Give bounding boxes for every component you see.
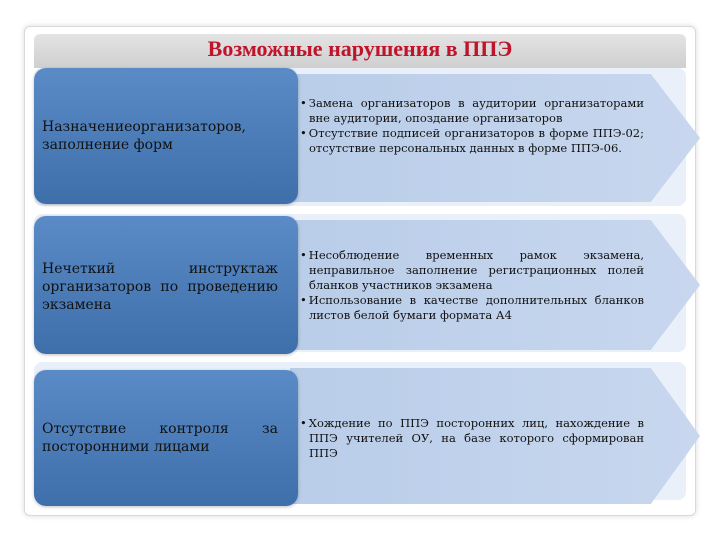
- row-label: Нечеткий инструктаж организаторов по проведению экзамена: [42, 261, 278, 313]
- bullet-item: • Хождение по ППЭ посторонних лиц, нахождение в ППЭ учителей ОУ, на базе которого сформирован ППЭ: [300, 416, 644, 461]
- bullet-item: • Отсутствие подписей организаторов в форме ППЭ-02; отсутствие персональных данных в форме ППЭ-06.: [300, 126, 644, 156]
- row-bullet-list: [300, 248, 644, 323]
- slide-title: Возможные нарушения в ППЭ: [207, 36, 513, 61]
- row-bullet-list: [300, 416, 644, 461]
- row-label: Отсутствие контроля за посторонними лицами: [42, 421, 278, 455]
- bullet-item: • Несоблюдение временных рамок экзамена, неправильное заполнение регистрационных полей бланков участников экзамена: [300, 248, 644, 293]
- bullet-item: • Замена организаторов в аудитории организаторами вне аудитории, опоздание организаторов: [300, 96, 644, 126]
- row-bullet-list: [300, 96, 644, 156]
- bullet-item: • Использование в качестве дополнительных бланков листов белой бумаги формата А4: [300, 293, 644, 323]
- row-label: Назначениеорганизаторов, заполнение форм: [42, 119, 246, 153]
